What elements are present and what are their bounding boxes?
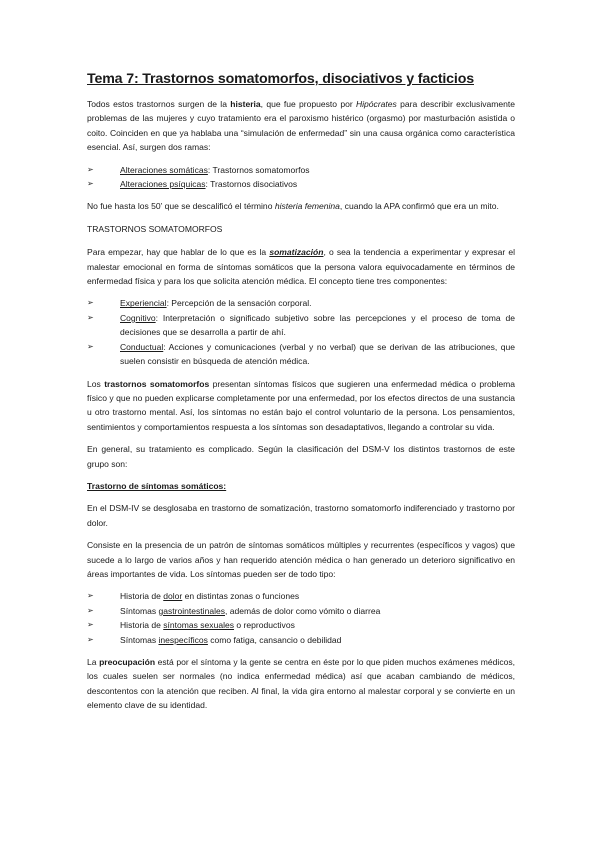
arrow-bullet-icon: ➢ [87,298,94,308]
text-run: como fatiga, cansancio o debilidad [207,634,342,645]
list-item-term: Cognitivo [120,312,156,323]
list-item-desc: : Trastornos somatomorfos [207,164,310,175]
tipos-list [87,589,515,647]
text-run: No fue hasta los 50’ que se descalificó el término [87,201,275,212]
text-run: , además de dolor como vómito o diarrea [225,605,381,616]
arrow-bullet-icon: ➢ [87,341,94,351]
arrow-bullet-icon: ➢ [87,591,94,601]
list-item-desc: : Percepción de la sensación corporal. [166,298,312,309]
arrow-bullet-icon: ➢ [87,620,94,630]
list-item-term: Conductual [120,341,164,352]
text-run: , o sea la tendencia a experimentar y expresar el malestar emocional en forma de síntomas somáticos que la persona valora equivocadamente en términos de enfermedad física y para los que solicita atención médica. El concepto tiene tres componentes: [87,247,515,287]
list-item [87,296,515,310]
list-item-desc: : Interpretación o significado subjetivo sobre las percepciones y el proceso de toma de decisiones que se desarrolla a partir de ahí. [120,312,515,338]
text-run: en distintas zonas o funciones [182,591,300,602]
text-run: presentan síntomas físicos que sugieren una enfermedad médica o problema físico y que no pueden explicarse completamente por una enfermedad, por los efectos directos de una sustancia u otro trastorno mental. Así, los síntomas no están bajo el control voluntario de la persona. Los pensamientos, sentimientos y comportamientos respuesta a los síntomas son desadaptativos, llegando a controlar su vida. [87,378,515,432]
list-item [87,589,515,603]
list-item [87,177,515,191]
componentes-list [87,296,515,368]
preocupacion-paragraph [87,655,515,713]
text-run: Para empezar, hay que hablar de lo que es la [87,247,270,258]
list-item-desc: : Acciones y comunicaciones (verbal y no verbal) que se derivan de las atribuciones, que suelen consistir en búsqueda de atención médica. [120,341,515,367]
list-item [87,311,515,340]
page-title: Tema 7: Trastornos somatomorfos, disociativos y facticios [87,71,474,87]
text-run: La [87,657,100,667]
list-item-desc: : Trastornos disociativos [205,179,298,190]
list-item-term: Alteraciones psíquicas [120,179,206,190]
consiste-paragraph: Consiste en la presencia de un patrón de síntomas somáticos múltiples y recurrentes (específicos y vagos) que sucede a lo largo de varios años y han requerido atención médica o han generado un deterioro significativo en áreas importantes de vida. Los síntomas pueden ser de todo tipo: [87,540,515,579]
term-preocupacion: preocupación [99,657,156,667]
paragraph-50s [87,199,515,213]
list-item-term: Experiencial [120,298,167,309]
list-item [87,604,515,618]
dsm4-paragraph: En el DSM-IV se desglosaba en trastorno de somatización, trastorno somatomorfo indiferenciado y trastorno por dolor. [87,503,515,528]
term-somatizacion: somatización [269,247,324,258]
tratamiento-paragraph: En general, su tratamiento es complicado. Según la clasificación del DSM-V los distintos trastornos de este grupo son: [87,444,515,469]
list-item-term: Alteraciones somáticas [120,164,208,175]
term-trastornos-somatomorfos: trastornos somatomorfos [104,378,210,389]
term-histeria: histeria [230,99,261,109]
list-item [87,633,515,647]
text-run: está por el síntoma y la gente se centra en éste por lo que piden muchos exámenes médicos, los cuales suelen ser normales (no indica enfermedad médica) así que acaban cambiando de médicos, descontentos con la atención que reciben. Al final, la vida gira entorno al malestar corporal y se convierte en un elemento clave de su identidad. [87,657,515,711]
term-histeria-femenina: histeria femenina [274,201,340,212]
ramas-list [87,163,515,192]
list-item [87,618,515,632]
list-item-term: gastrointestinales [158,605,225,616]
list-item-term: dolor [163,591,183,602]
list-item [87,340,515,369]
text-run: , cuando la APA confirmó que era un mito. [339,201,499,212]
document-body [87,71,515,721]
text-run: para describir exclusivamente problemas de las mujeres y cuyo tratamiento era el paroxismo histérico (orgasmo) por masturbación asistida o coito. Coinciden en que ya hablaba una “simulación de enfermedad” sin una causa orgánica como característica esencial. Así, surgen dos ramas: [87,99,515,153]
list-item-term: inespecíficos [158,634,208,645]
section-heading-somatomorfos: TRASTORNOS SOMATOMORFOS [87,223,223,234]
text-run: Los [87,378,105,389]
intro-paragraph [87,97,515,155]
somatizacion-paragraph [87,245,515,288]
text-run: Síntomas [120,605,159,616]
text-run: , que fue propuesto por [260,99,356,109]
text-run: Historia de [120,620,164,631]
subheading-sintomas-somaticos: Trastorno de síntomas somáticos: [87,480,227,491]
text-run: o reproductivos [234,620,295,631]
arrow-bullet-icon: ➢ [87,179,94,189]
list-item [87,163,515,177]
text-run: Síntomas [120,634,159,645]
arrow-bullet-icon: ➢ [87,634,94,644]
arrow-bullet-icon: ➢ [87,605,94,615]
arrow-bullet-icon: ➢ [87,164,94,174]
definicion-paragraph [87,377,515,435]
text-run: Todos estos trastornos surgen de la [87,99,231,109]
arrow-bullet-icon: ➢ [87,312,94,322]
text-run: Historia de [120,591,164,602]
list-item-term: síntomas sexuales [163,620,235,631]
term-hipocrates: Hipócrates [355,99,397,109]
